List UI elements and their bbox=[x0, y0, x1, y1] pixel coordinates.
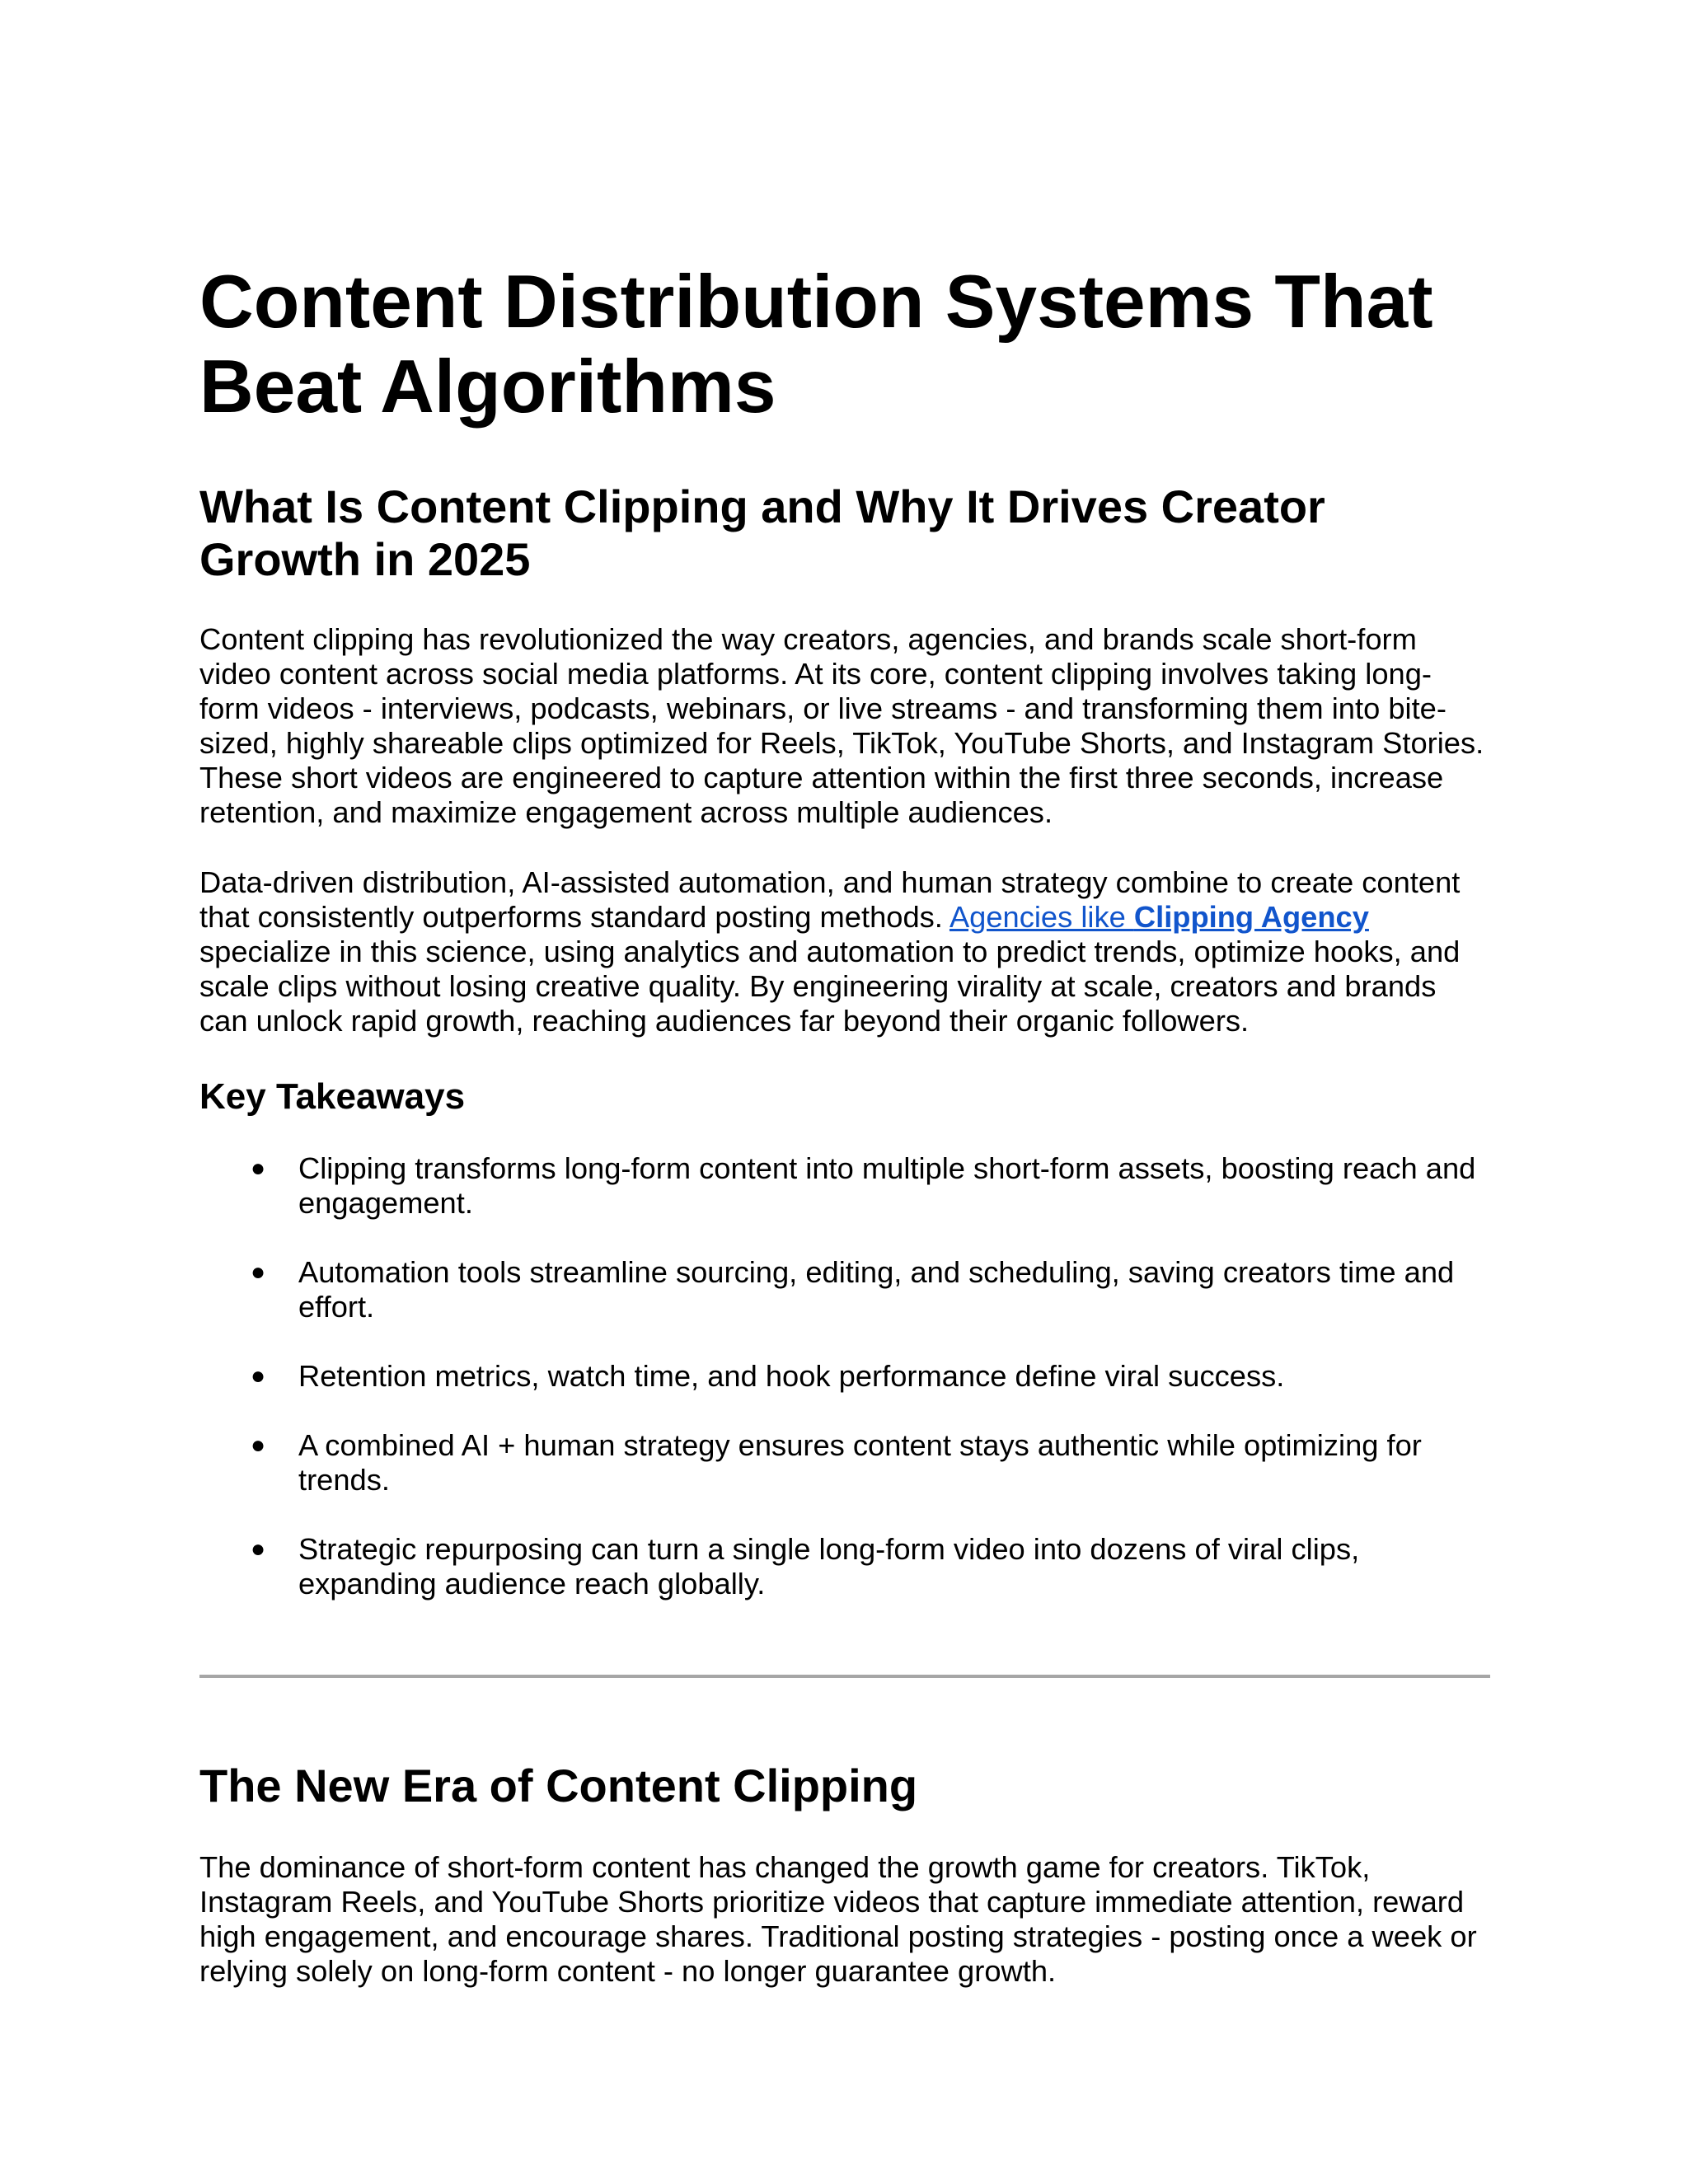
bullet-icon: ● bbox=[251, 1432, 266, 1459]
paragraph-text-after-link: specialize in this science, using analytics and automation to predict trends, optimize hooks, and scale clips without losing creative quality. By engineering virality at scale, creators and brands can unlock rapid growth, reaching audiences far beyond their organic followers. bbox=[199, 935, 1461, 1038]
key-takeaways-list bbox=[199, 1151, 1490, 1613]
intro-paragraph: Content clipping has revolutionized the way creators, agencies, and brands scale short-form video content across social media platforms. At its core, content clipping involves taking long-form videos - interviews, podcasts, webinars, or live streams - and transforming them into bite-sized, highly shareable clips optimized for Reels, TikTok, YouTube Shorts, and Instagram Stories. These short videos are engineered to capture attention within the first three seconds, increase retention, and maximize engagement across multiple audiences. bbox=[199, 622, 1484, 829]
list-item-text: Strategic repurposing can turn a single long-form video into dozens of viral clips, expanding audience reach globally. bbox=[298, 1532, 1360, 1601]
bullet-icon: ● bbox=[251, 1258, 266, 1286]
paragraph-text-before-link: Data-driven distribution, AI-assisted automation, and human strategy combine to create content that consistently outperforms standard posting methods. bbox=[199, 865, 1461, 934]
new-era-paragraph: The dominance of short-form content has changed the growth game for creators. TikTok, Instagram Reels, and YouTube Shorts prioritize videos that capture immediate attention, reward high engagement, and encourage shares. Traditional posting strategies - posting once a week or relying solely on long-form content - no longer guarantee growth. bbox=[199, 1850, 1477, 1988]
clipping-agency-link[interactable] bbox=[950, 900, 1369, 934]
bullet-icon: ● bbox=[251, 1535, 266, 1563]
link-bold-text: Clipping Agency bbox=[1133, 900, 1369, 934]
bullet-icon: ● bbox=[251, 1155, 266, 1182]
section-heading-new-era: The New Era of Content Clipping bbox=[199, 1760, 918, 1811]
list-item-text: Clipping transforms long-form content into multiple short-form assets, boosting reach and engagement. bbox=[298, 1151, 1476, 1220]
list-item-text: Retention metrics, watch time, and hook performance define viral success. bbox=[298, 1359, 1285, 1393]
page-title: Content Distribution Systems That Beat Algorithms bbox=[199, 260, 1433, 429]
horizontal-divider bbox=[199, 1675, 1490, 1678]
key-takeaways-heading: Key Takeaways bbox=[199, 1076, 466, 1117]
list-item-text: Automation tools streamline sourcing, editing, and scheduling, saving creators time and effort. bbox=[298, 1255, 1455, 1324]
distribution-paragraph bbox=[199, 865, 1490, 1038]
list-item-text: A combined AI + human strategy ensures content stays authentic while optimizing for trends. bbox=[298, 1428, 1422, 1497]
bullet-icon: ● bbox=[251, 1362, 266, 1390]
section-heading-content-clipping: What Is Content Clipping and Why It Drives Creator Growth in 2025 bbox=[199, 480, 1325, 585]
link-prefix: Agencies like bbox=[949, 900, 1134, 934]
